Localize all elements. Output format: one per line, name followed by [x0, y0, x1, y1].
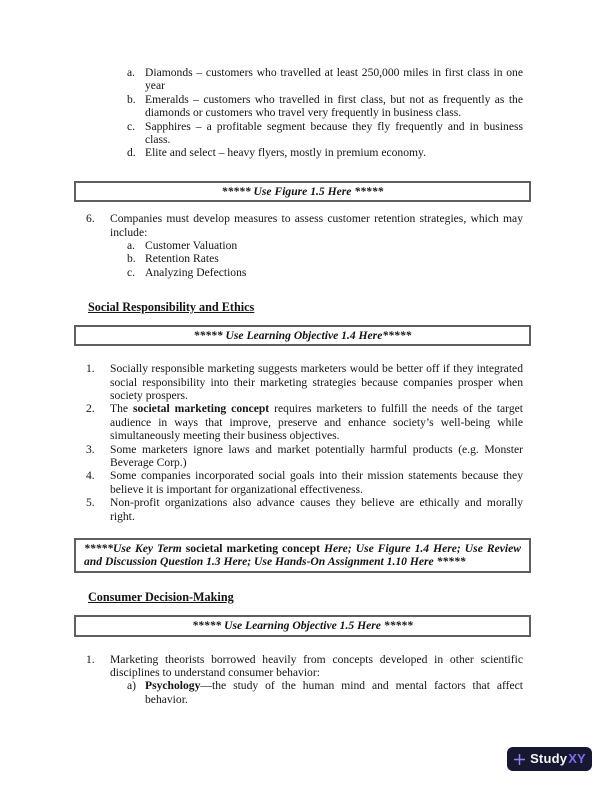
- list-marker: 6.: [86, 212, 95, 226]
- list-marker: a): [127, 679, 137, 693]
- list-marker: c.: [127, 119, 136, 133]
- list-item: [74, 252, 531, 265]
- key-term-callout-box: [74, 538, 531, 573]
- list-marker: 2.: [86, 402, 95, 416]
- figure-callout-box: [74, 181, 531, 202]
- list-item: [74, 362, 531, 402]
- list-item: [74, 66, 531, 93]
- learning-objective-box-1-5: [74, 615, 531, 636]
- list-marker: b.: [127, 252, 136, 266]
- list-item: [74, 402, 531, 442]
- studyxy-logo-text: Study: [530, 751, 568, 767]
- list-item-text: requires marketers to fulfill the needs of the target audience in ways that improve, preserve and enhance society’s well-being while simultaneously meeting their business objectives.: [110, 402, 523, 443]
- list-marker: d.: [127, 146, 136, 160]
- psychology-term-bold: Psychology: [145, 679, 201, 693]
- list-marker: 3.: [86, 442, 95, 456]
- list-item-text: Marketing theorists borrowed heavily from concepts developed in other scientific disciplines to understand consumer behavior:: [110, 652, 523, 679]
- page-content: [74, 66, 531, 706]
- list-item-text: Diamonds – customers who travelled at least 250,000 miles in first class in one year: [145, 66, 523, 93]
- list-item: [74, 120, 531, 147]
- list-marker: a.: [127, 239, 136, 253]
- learning-objective-box-1-4: [74, 325, 531, 346]
- list-item-text: Elite and select – heavy flyers, mostly in premium economy.: [145, 146, 426, 160]
- key-term-box-text: *****Use Key Term: [84, 541, 186, 555]
- list-item: [74, 146, 531, 159]
- key-term-bold: societal marketing concept: [133, 402, 270, 416]
- list-item: [74, 469, 531, 496]
- section-heading-consumer: [88, 591, 531, 604]
- list-item-text: Some marketers ignore laws and market potentially harmful products (e.g. Monster Beverage Corp.): [110, 442, 523, 469]
- key-term-box-bold-term: societal marketing concept: [185, 541, 320, 555]
- list-item-text: Some companies incorporated social goals into their mission statements because they believe it is important for organizational effectiveness.: [110, 469, 523, 496]
- list-marker: a.: [127, 66, 136, 79]
- list-item-text: Socially responsible marketing suggests marketers would be better off if they integrated social responsibility into their marketing strategies because companies prosper when society prospers.: [110, 362, 523, 402]
- list-item-text: Customer Valuation: [145, 239, 238, 253]
- objective-box-text: ***** Use Learning Objective 1.5 Here *****: [192, 619, 413, 633]
- retention-list-item: [74, 212, 531, 239]
- list-item: [74, 239, 531, 252]
- list-item-text: The: [110, 402, 133, 416]
- ethics-list: [74, 362, 531, 523]
- list-marker: 4.: [86, 469, 95, 483]
- list-marker: 5.: [86, 496, 95, 510]
- list-item-text: Analyzing Defections: [145, 265, 247, 279]
- figure-callout-text: ***** Use Figure 1.5 Here *****: [221, 184, 384, 198]
- retention-sub-list: [74, 239, 531, 279]
- list-item-text: Retention Rates: [145, 252, 219, 266]
- list-item-text: Companies must develop measures to assess customer retention strategies, which may include:: [110, 212, 523, 239]
- objective-box-text: ***** Use Learning Objective 1.4 Here*****: [193, 328, 412, 342]
- section-heading-text: Social Responsibility and Ethics: [88, 300, 255, 315]
- key-term-box-text: Here; Use Figure 1.4 Here; Use Review and Discussion Question 1.3 Here; Use Hands-On Assignment 1.10 Here *****: [84, 541, 521, 569]
- list-item-text: Non-profit organizations also advance causes they believe are ethically and morally right.: [110, 496, 523, 523]
- plus-icon: [513, 753, 526, 766]
- airline-segments-list: [74, 66, 531, 160]
- psychology-list-item: [74, 679, 531, 706]
- studyxy-logo[interactable]: [507, 747, 592, 771]
- list-marker: c.: [127, 265, 136, 279]
- list-item-text: Sapphires – a profitable segment because they fly frequently and in business class.: [145, 119, 523, 147]
- list-item: [74, 93, 531, 120]
- list-item-text: —the study of the human mind and mental factors that affect behavior.: [145, 679, 523, 706]
- list-item: [74, 443, 531, 470]
- consumer-list-item: [74, 653, 531, 680]
- list-marker: 1.: [86, 362, 95, 376]
- list-marker: 1.: [86, 652, 95, 666]
- list-item-text: Emeralds – customers who travelled in first class, but not as frequently as the diamonds or customers who travel very frequently in business class.: [145, 92, 523, 120]
- section-heading-text: Consumer Decision-Making: [88, 589, 234, 604]
- list-item: [74, 266, 531, 279]
- section-heading-ethics: [88, 301, 531, 314]
- list-marker: b.: [127, 92, 136, 106]
- studyxy-logo-xy-text: XY: [568, 751, 586, 767]
- list-item: [74, 496, 531, 523]
